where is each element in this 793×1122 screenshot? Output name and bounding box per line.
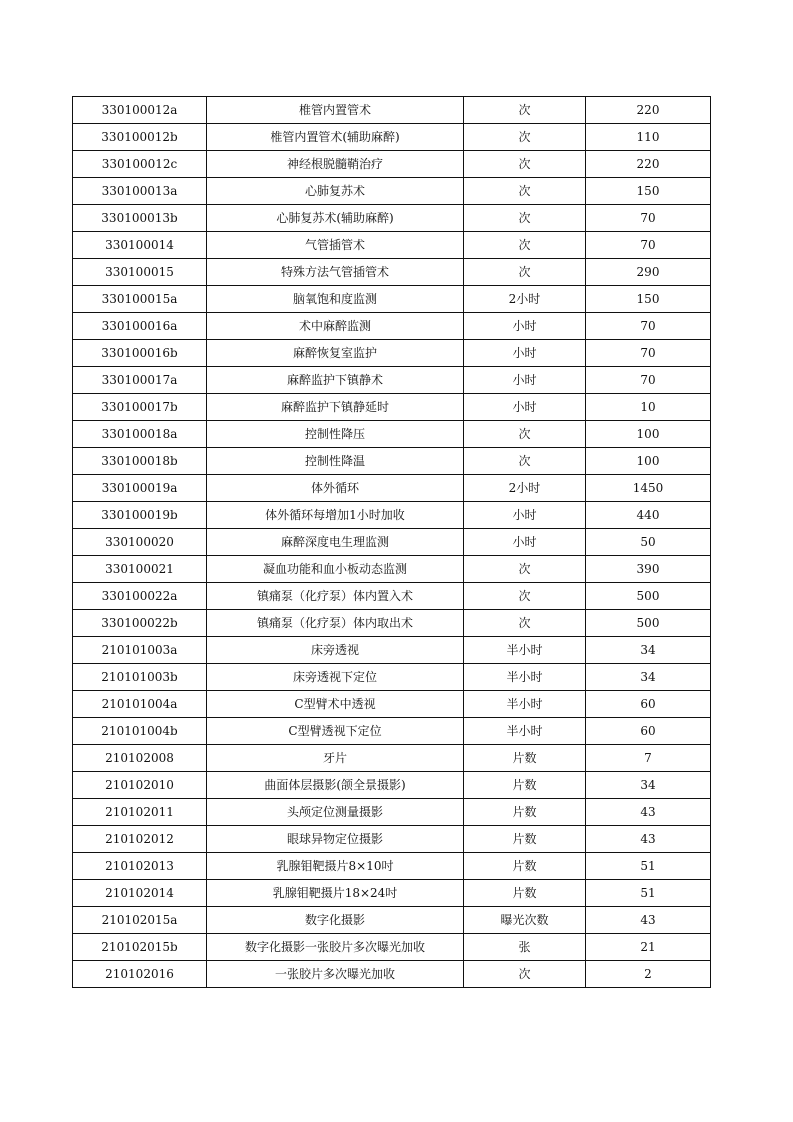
item-code-cell: 210102016 [73, 961, 207, 988]
unit-cell: 次 [464, 97, 586, 124]
item-name-cell: C型臂术中透视 [207, 691, 464, 718]
item-name-cell: C型臂透视下定位 [207, 718, 464, 745]
item-code-cell: 330100017b [73, 394, 207, 421]
table-row [73, 178, 711, 205]
item-code-cell: 210102014 [73, 880, 207, 907]
item-code-cell: 330100017a [73, 367, 207, 394]
table-row [73, 232, 711, 259]
item-name-cell: 床旁透视下定位 [207, 664, 464, 691]
table-row [73, 880, 711, 907]
table-row [73, 934, 711, 961]
unit-cell: 小时 [464, 313, 586, 340]
price-cell: 43 [586, 907, 711, 934]
item-code-cell: 210102013 [73, 853, 207, 880]
item-name-cell: 心肺复苏术(辅助麻醉) [207, 205, 464, 232]
unit-cell: 2小时 [464, 286, 586, 313]
item-name-cell: 术中麻醉监测 [207, 313, 464, 340]
unit-cell: 次 [464, 151, 586, 178]
unit-cell: 次 [464, 556, 586, 583]
price-cell: 390 [586, 556, 711, 583]
unit-cell: 次 [464, 610, 586, 637]
table-row [73, 556, 711, 583]
table-row [73, 151, 711, 178]
unit-cell: 次 [464, 232, 586, 259]
item-code-cell: 330100020 [73, 529, 207, 556]
unit-cell: 张 [464, 934, 586, 961]
item-code-cell: 330100016a [73, 313, 207, 340]
item-code-cell: 330100014 [73, 232, 207, 259]
table-row [73, 97, 711, 124]
unit-cell: 片数 [464, 745, 586, 772]
item-code-cell: 210102012 [73, 826, 207, 853]
price-cell: 70 [586, 340, 711, 367]
table-row [73, 286, 711, 313]
price-cell: 220 [586, 97, 711, 124]
item-code-cell: 330100019b [73, 502, 207, 529]
item-code-cell: 330100022a [73, 583, 207, 610]
price-cell: 1450 [586, 475, 711, 502]
item-code-cell: 330100012b [73, 124, 207, 151]
item-code-cell: 210102015b [73, 934, 207, 961]
price-cell: 60 [586, 691, 711, 718]
fee-table-body [73, 97, 711, 988]
table-row [73, 664, 711, 691]
price-cell: 21 [586, 934, 711, 961]
item-code-cell: 330100019a [73, 475, 207, 502]
price-cell: 290 [586, 259, 711, 286]
item-code-cell: 210102008 [73, 745, 207, 772]
table-row [73, 610, 711, 637]
item-name-cell: 神经根脱髓鞘治疗 [207, 151, 464, 178]
item-name-cell: 乳腺钼靶摄片18×24吋 [207, 880, 464, 907]
price-cell: 70 [586, 205, 711, 232]
item-name-cell: 镇痛泵（化疗泵）体内置入术 [207, 583, 464, 610]
item-name-cell: 数字化摄影 [207, 907, 464, 934]
item-name-cell: 麻醉监护下镇静术 [207, 367, 464, 394]
item-name-cell: 头颅定位测量摄影 [207, 799, 464, 826]
item-code-cell: 330100015a [73, 286, 207, 313]
table-row [73, 799, 711, 826]
item-name-cell: 体外循环每增加1小时加收 [207, 502, 464, 529]
item-code-cell: 330100012a [73, 97, 207, 124]
price-cell: 60 [586, 718, 711, 745]
item-name-cell: 脑氧饱和度监测 [207, 286, 464, 313]
item-code-cell: 330100012c [73, 151, 207, 178]
table-row [73, 772, 711, 799]
price-cell: 150 [586, 286, 711, 313]
item-code-cell: 330100018b [73, 448, 207, 475]
price-cell: 70 [586, 232, 711, 259]
unit-cell: 次 [464, 205, 586, 232]
price-cell: 34 [586, 772, 711, 799]
item-code-cell: 330100021 [73, 556, 207, 583]
table-row [73, 367, 711, 394]
unit-cell: 曝光次数 [464, 907, 586, 934]
unit-cell: 小时 [464, 367, 586, 394]
item-code-cell: 330100013a [73, 178, 207, 205]
item-code-cell: 330100018a [73, 421, 207, 448]
price-cell: 2 [586, 961, 711, 988]
item-name-cell: 数字化摄影一张胶片多次曝光加收 [207, 934, 464, 961]
table-row [73, 637, 711, 664]
item-name-cell: 乳腺钼靶摄片8×10吋 [207, 853, 464, 880]
price-cell: 110 [586, 124, 711, 151]
table-row [73, 853, 711, 880]
unit-cell: 次 [464, 259, 586, 286]
item-name-cell: 心肺复苏术 [207, 178, 464, 205]
unit-cell: 半小时 [464, 718, 586, 745]
table-row [73, 313, 711, 340]
table-row [73, 340, 711, 367]
item-name-cell: 床旁透视 [207, 637, 464, 664]
unit-cell: 小时 [464, 394, 586, 421]
unit-cell: 次 [464, 583, 586, 610]
item-name-cell: 椎管内置管术(辅助麻醉) [207, 124, 464, 151]
price-cell: 500 [586, 583, 711, 610]
item-code-cell: 210101004b [73, 718, 207, 745]
item-code-cell: 210101003a [73, 637, 207, 664]
unit-cell: 片数 [464, 772, 586, 799]
price-cell: 7 [586, 745, 711, 772]
item-code-cell: 330100013b [73, 205, 207, 232]
item-name-cell: 麻醉监护下镇静延时 [207, 394, 464, 421]
unit-cell: 次 [464, 961, 586, 988]
unit-cell: 半小时 [464, 664, 586, 691]
table-row [73, 745, 711, 772]
item-name-cell: 一张胶片多次曝光加收 [207, 961, 464, 988]
price-cell: 34 [586, 664, 711, 691]
price-cell: 43 [586, 799, 711, 826]
unit-cell: 小时 [464, 340, 586, 367]
price-cell: 70 [586, 313, 711, 340]
table-row [73, 691, 711, 718]
item-name-cell: 椎管内置管术 [207, 97, 464, 124]
table-row [73, 529, 711, 556]
price-cell: 100 [586, 448, 711, 475]
table-row [73, 583, 711, 610]
item-name-cell: 眼球异物定位摄影 [207, 826, 464, 853]
table-row [73, 205, 711, 232]
item-name-cell: 麻醉恢复室监护 [207, 340, 464, 367]
unit-cell: 次 [464, 178, 586, 205]
table-row [73, 961, 711, 988]
table-row [73, 421, 711, 448]
unit-cell: 片数 [464, 880, 586, 907]
item-name-cell: 镇痛泵（化疗泵）体内取出术 [207, 610, 464, 637]
item-name-cell: 体外循环 [207, 475, 464, 502]
table-row [73, 448, 711, 475]
price-cell: 51 [586, 853, 711, 880]
price-cell: 34 [586, 637, 711, 664]
item-name-cell: 凝血功能和血小板动态监测 [207, 556, 464, 583]
table-row [73, 718, 711, 745]
table-row [73, 124, 711, 151]
price-cell: 500 [586, 610, 711, 637]
item-code-cell: 210102015a [73, 907, 207, 934]
fee-table [72, 96, 711, 988]
unit-cell: 片数 [464, 853, 586, 880]
table-row [73, 394, 711, 421]
item-name-cell: 麻醉深度电生理监测 [207, 529, 464, 556]
item-code-cell: 330100022b [73, 610, 207, 637]
item-code-cell: 210102011 [73, 799, 207, 826]
item-name-cell: 曲面体层摄影(颌全景摄影) [207, 772, 464, 799]
unit-cell: 小时 [464, 502, 586, 529]
item-name-cell: 控制性降温 [207, 448, 464, 475]
price-cell: 50 [586, 529, 711, 556]
price-cell: 43 [586, 826, 711, 853]
unit-cell: 小时 [464, 529, 586, 556]
price-cell: 10 [586, 394, 711, 421]
item-name-cell: 控制性降压 [207, 421, 464, 448]
item-code-cell: 210102010 [73, 772, 207, 799]
price-cell: 100 [586, 421, 711, 448]
price-cell: 70 [586, 367, 711, 394]
price-cell: 150 [586, 178, 711, 205]
unit-cell: 次 [464, 421, 586, 448]
unit-cell: 片数 [464, 826, 586, 853]
unit-cell: 片数 [464, 799, 586, 826]
unit-cell: 次 [464, 124, 586, 151]
unit-cell: 半小时 [464, 691, 586, 718]
item-name-cell: 气管插管术 [207, 232, 464, 259]
unit-cell: 半小时 [464, 637, 586, 664]
item-code-cell: 330100015 [73, 259, 207, 286]
unit-cell: 次 [464, 448, 586, 475]
unit-cell: 2小时 [464, 475, 586, 502]
table-row [73, 907, 711, 934]
item-name-cell: 特殊方法气管插管术 [207, 259, 464, 286]
item-code-cell: 210101003b [73, 664, 207, 691]
table-row [73, 826, 711, 853]
table-row [73, 475, 711, 502]
table-row [73, 502, 711, 529]
table-row [73, 259, 711, 286]
price-cell: 440 [586, 502, 711, 529]
item-name-cell: 牙片 [207, 745, 464, 772]
price-cell: 220 [586, 151, 711, 178]
price-cell: 51 [586, 880, 711, 907]
item-code-cell: 210101004a [73, 691, 207, 718]
item-code-cell: 330100016b [73, 340, 207, 367]
